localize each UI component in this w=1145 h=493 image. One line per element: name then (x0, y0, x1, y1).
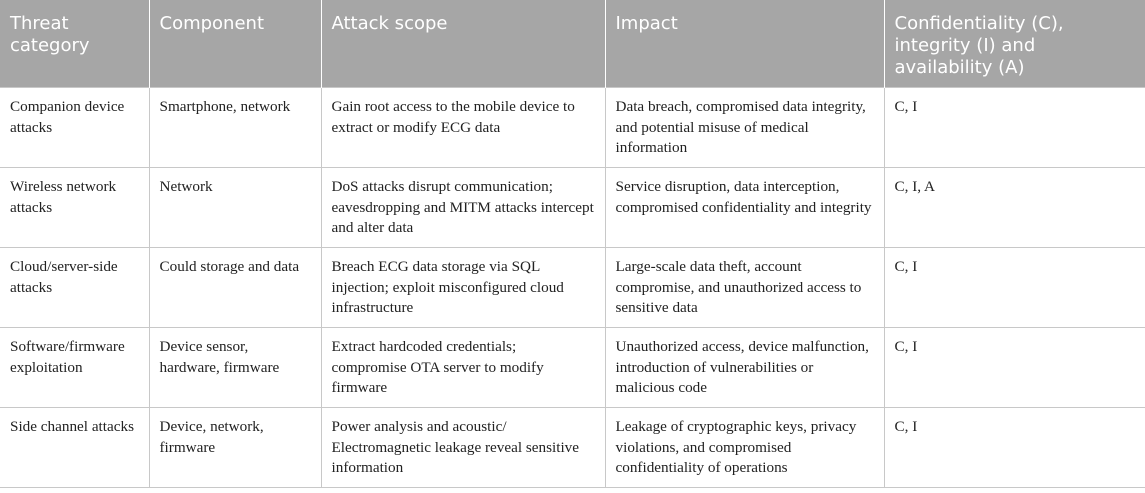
cell-component: Device, network, firmware (149, 408, 321, 488)
cell-component: Network (149, 168, 321, 248)
cell-threat-category: Companion device attacks (0, 88, 149, 168)
table-row (0, 88, 1145, 168)
cell-attack-scope: DoS attacks disrupt communication; eavesdropping and MITM attacks intercept and alter data (321, 168, 605, 248)
cell-impact: Data breach, compromised data integrity, and potential misuse of medical information (605, 88, 884, 168)
cell-threat-category: Cloud/server-side attacks (0, 248, 149, 328)
cell-impact: Unauthorized access, device malfunction, introduction of vulnerabilities or malicious code (605, 328, 884, 408)
header-threat-category: Threat category (0, 0, 149, 88)
cell-component: Device sensor, hardware, firmware (149, 328, 321, 408)
header-attack-scope: Attack scope (321, 0, 605, 88)
table-row (0, 248, 1145, 328)
table-row (0, 408, 1145, 488)
cell-threat-category: Software/firmware exploitation (0, 328, 149, 408)
header-impact: Impact (605, 0, 884, 88)
table-row (0, 168, 1145, 248)
cell-component: Smartphone, network (149, 88, 321, 168)
cell-attack-scope: Breach ECG data storage via SQL injection; exploit misconfigured cloud infrastructure (321, 248, 605, 328)
cell-attack-scope: Gain root access to the mobile device to extract or modify ECG data (321, 88, 605, 168)
cell-attack-scope: Power analysis and acoustic/ Electromagnetic leakage reveal sensitive information (321, 408, 605, 488)
cell-impact: Leakage of cryptographic keys, privacy violations, and compromised confidentiality of operations (605, 408, 884, 488)
table-row (0, 328, 1145, 408)
cell-component: Could storage and data (149, 248, 321, 328)
cell-threat-category: Wireless network attacks (0, 168, 149, 248)
cell-cia: C, I (884, 328, 1145, 408)
cell-cia: C, I, A (884, 168, 1145, 248)
cell-threat-category: Side channel attacks (0, 408, 149, 488)
cell-cia: C, I (884, 88, 1145, 168)
cell-impact: Large-scale data theft, account compromise, and unauthorized access to sensitive data (605, 248, 884, 328)
cell-cia: C, I (884, 408, 1145, 488)
cell-cia: C, I (884, 248, 1145, 328)
header-component: Component (149, 0, 321, 88)
header-cia: Confidentiality (C), integrity (I) and availability (A) (884, 0, 1145, 88)
cell-impact: Service disruption, data interception, compromised confidentiality and integrity (605, 168, 884, 248)
cell-attack-scope: Extract hardcoded credentials; compromise OTA server to modify firmware (321, 328, 605, 408)
table-header-row (0, 0, 1145, 88)
